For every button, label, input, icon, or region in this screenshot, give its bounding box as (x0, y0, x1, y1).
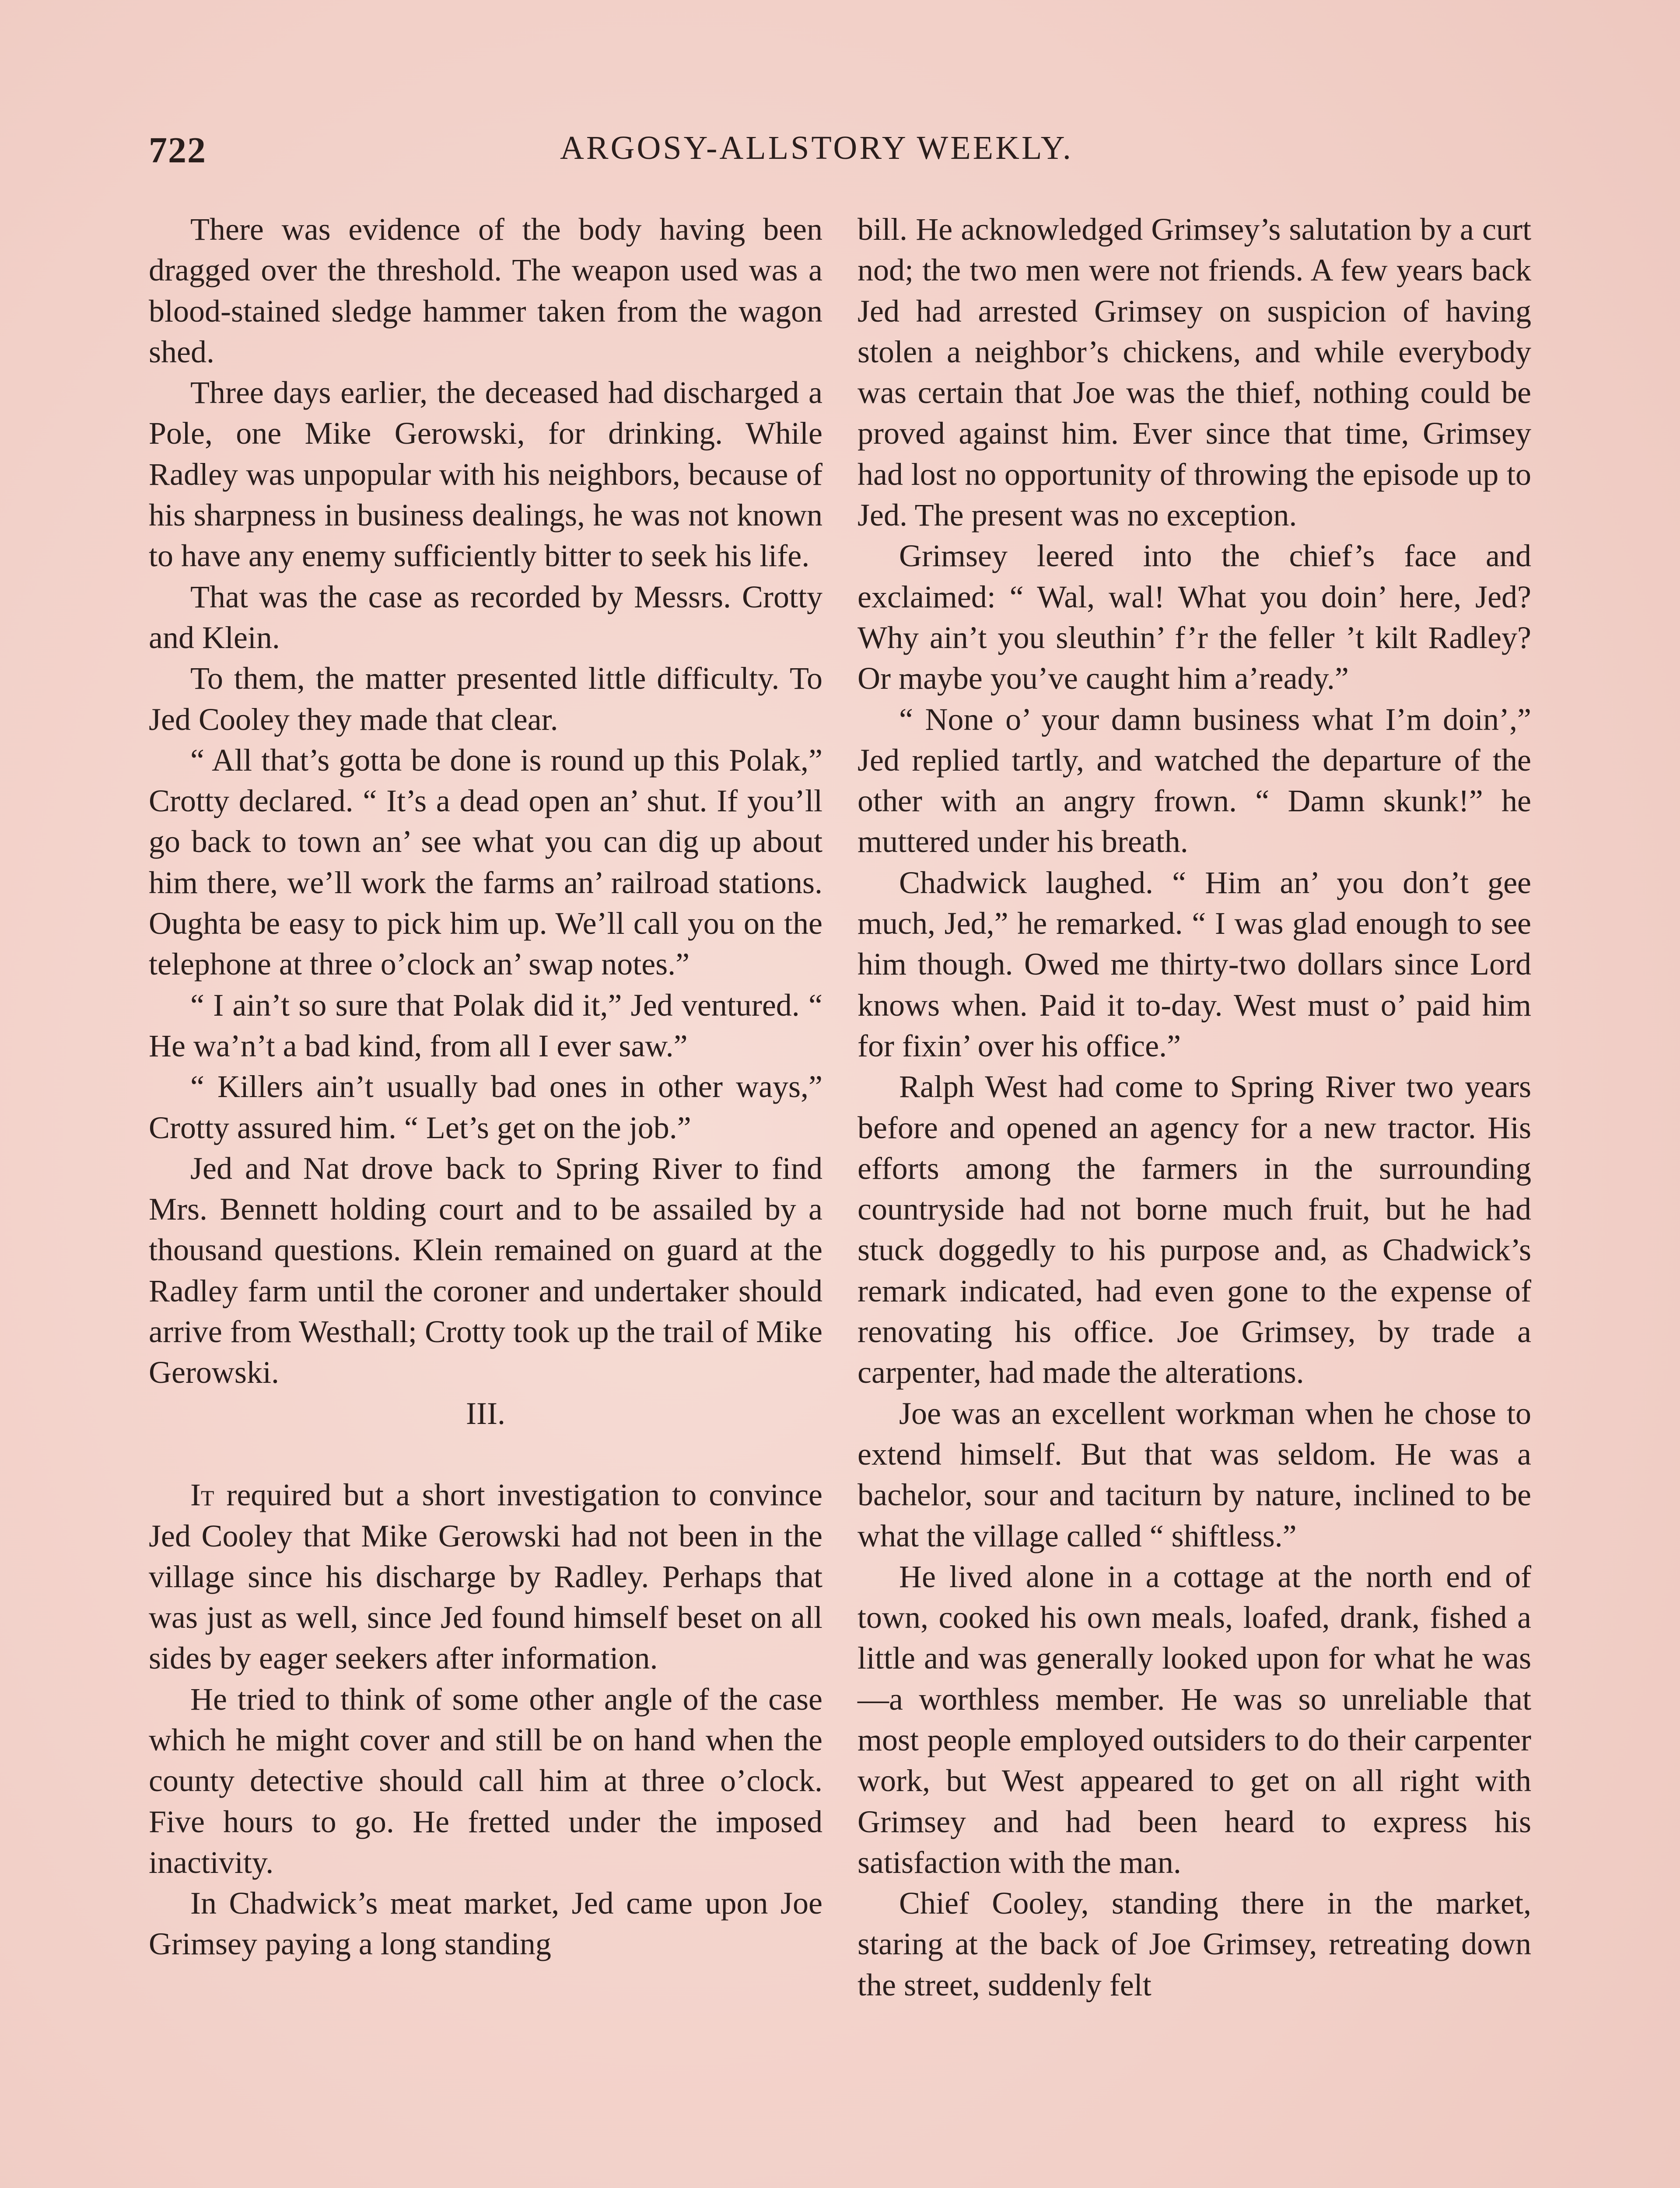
paragraph-text: required but a short investigation to convince Jed Cooley that Mike Gerowski had not been in the village since his discharge by Radley. Perhaps that was just as well, since Jed found himself beset on all sides by eager seekers after information. (149, 1477, 822, 1676)
paragraph: “ All that’s gotta be done is round up this Polak,” Crotty declared. “ It’s a dead open an’ shut. If you’ll go back to town an’ see what you can dig up about him there, we’ll work the farms an’ railroad stations. Oughta be easy to pick him up. We’ll call you on the telephone at three o’clock an’ swap notes.” (149, 742, 822, 982)
running-title: ARGOSY-ALLSTORY WEEKLY. (560, 130, 1073, 166)
paragraph: “ None o’ your damn business what I’m doin’,” Jed replied tartly, and watched the departure of the other with an angry frown. “ Damn skunk!” he muttered under his breath. (858, 701, 1531, 859)
page-number: 722 (149, 130, 206, 171)
section-heading: III. (466, 1396, 505, 1431)
paragraph: In Chadwick’s meat market, Jed came upon Joe Grimsey paying a long standing (149, 1886, 822, 1962)
left-column (149, 209, 822, 1965)
paragraph: Chadwick laughed. “ Him an’ you don’t gee much, Jed,” he remarked. “ I was glad enough to see him though. Owed me thirty-two dollars since Lord knows when. Paid it to-day. West must o’ paid him for fixin’ over his office.” (858, 865, 1531, 1063)
paragraph: To them, the matter presented little difficulty. To Jed Cooley they made that clear. (149, 661, 822, 737)
paragraph: He tried to think of some other angle of the case which he might cover and still be on hand when the county detective should call him at three o’clock. Five hours to go. He fretted under the imposed inactivity. (149, 1681, 822, 1880)
paragraph: Ralph West had come to Spring River two years before and opened an agency for a new tractor. His efforts among the farmers in the surrounding countryside had not borne much fruit, but he had stuck doggedly to his purpose and, as Chadwick’s remark indicated, had even gone to the expense of renovating his office. Joe Grimsey, by trade a carpenter, had made the alterations. (858, 1069, 1531, 1390)
paragraph: “ I ain’t so sure that Polak did it,” Jed ventured. “ He wa’n’t a bad kind, from all I ever saw.” (149, 987, 822, 1063)
page-header (149, 129, 1124, 182)
continued-paragraph: bill. He acknowledged Grimsey’s salutation by a curt nod; the two men were not friends. A few years back Jed had arrested Grimsey on suspicion of having stolen a neighbor’s chickens, and while everybody was certain that Joe was the thief, nothing could be proved against him. Ever since that time, Grimsey had lost no opportunity of throwing the episode up to Jed. The present was no exception. (858, 212, 1531, 533)
drop-lead-word: It (190, 1477, 214, 1513)
paragraph: That was the case as recorded by Messrs. Crotty and Klein. (149, 579, 822, 655)
paragraph: “ Killers ain’t usually bad ones in other ways,” Crotty assured him. “ Let’s get on the job.” (149, 1069, 822, 1145)
paragraph: Three days earlier, the deceased had discharged a Pole, one Mike Gerowski, for drinking. While Radley was unpopular with his neighbors, because of his sharpness in business dealings, he was not known to have any enemy sufficiently bitter to seek his life. (149, 375, 822, 574)
section-opening-paragraph (149, 1475, 822, 1679)
right-column (858, 209, 1531, 2006)
paragraph: He lived alone in a cottage at the north end of town, cooked his own meals, loafed, drank, fished a little and was generally looked upon for what he was—a worthless member. He was so unreliable that most people employed outsiders to do their carpenter work, but West appeared to get on all right with Grimsey and had been heard to express his satisfaction with the man. (858, 1559, 1531, 1880)
paragraph: Joe was an excellent workman when he chose to extend himself. But that was seldom. He was a bachelor, sour and taciturn by nature, inclined to be what the village called “ shiftless.” (858, 1396, 1531, 1553)
paragraph: Jed and Nat drove back to Spring River to find Mrs. Bennett holding court and to be assailed by a thousand questions. Klein remained on guard at the Radley farm until the coroner and undertaker should arrive from Westhall; Crotty took up the trail of Mike Gerowski. (149, 1150, 822, 1390)
paragraph: There was evidence of the body having been dragged over the threshold. The weapon used was a blood-stained sledge hammer taken from the wagon shed. (149, 212, 822, 369)
paragraph: Grimsey leered into the chief’s face and exclaimed: “ Wal, wal! What you doin’ here, Jed? Why ain’t you sleuthin’ f’r the feller ’t kilt Radley? Or maybe you’ve caught him a’ready.” (858, 538, 1531, 696)
paragraph: Chief Cooley, standing there in the market, staring at the back of Joe Grimsey, retreating down the street, suddenly felt (858, 1886, 1531, 2002)
